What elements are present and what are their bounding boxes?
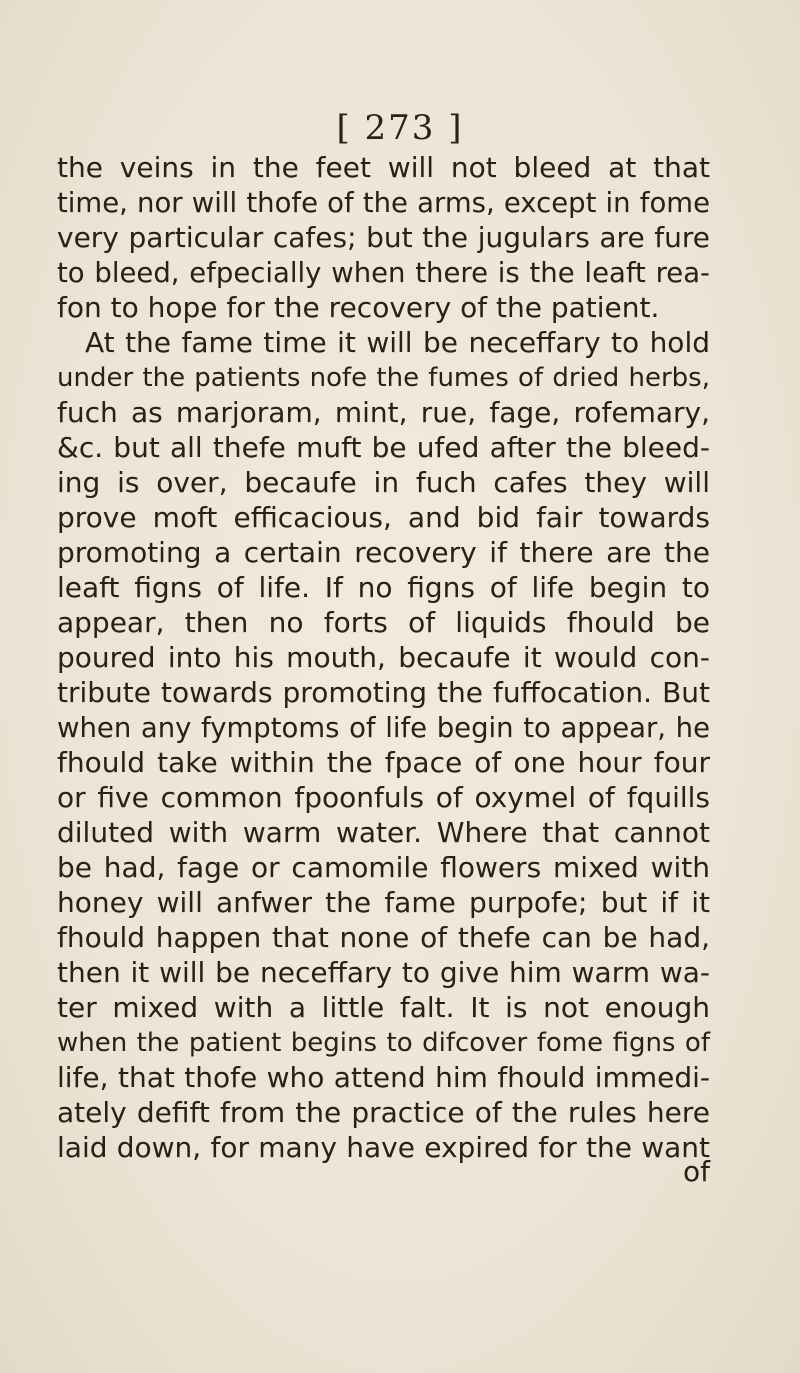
- text-line: under the patients nofe the fumes of dried herbs,: [57, 363, 710, 393]
- text-line: fhould take within the fpace of one hour four: [57, 746, 710, 779]
- text-line: or five common fpoonfuls of oxymel of fquills: [57, 781, 710, 814]
- text-line: when the patient begins to difcover fome figns of: [57, 1028, 710, 1058]
- text-line: ter mixed with a little falt. It is not enough: [57, 991, 710, 1024]
- text-line: leaft figns of life. If no figns of life begin to: [57, 571, 710, 604]
- text-line: tribute towards promoting the fuffocation. But: [57, 676, 710, 709]
- text-line: ing is over, becaufe in fuch cafes they will: [57, 466, 710, 499]
- text-line: At the fame time it will be neceffary to hold: [85, 326, 710, 359]
- text-line: to bleed, efpecially when there is the leaft rea-: [57, 257, 710, 289]
- page-number: [ 273 ]: [336, 108, 464, 148]
- text-line: fon to hope for the recovery of the patient.: [57, 291, 660, 324]
- text-line: when any fymptoms of life begin to appear, he: [57, 712, 710, 744]
- text-line: time, nor will thofe of the arms, except in fome: [57, 187, 710, 219]
- text-line: fuch as marjoram, mint, rue, fage, rofemary,: [57, 396, 710, 429]
- text-line: poured into his mouth, becaufe it would con-: [57, 641, 710, 674]
- text-line: life, that thofe who attend him fhould immedi-: [57, 1061, 710, 1094]
- text-line: ately defift from the practice of the rules here: [57, 1096, 710, 1129]
- text-line: honey will anfwer the fame purpofe; but if it: [57, 886, 710, 919]
- text-line: be had, fage or camomile flowers mixed with: [57, 851, 710, 884]
- text-line: appear, then no forts of liquids fhould be: [57, 606, 710, 639]
- text-line: the veins in the feet will not bleed at that: [57, 151, 710, 184]
- catchword: of: [683, 1155, 710, 1188]
- text-line: very particular cafes; but the jugulars are fure: [57, 221, 710, 254]
- text-line: &c. but all thefe muft be ufed after the bleed-: [57, 431, 710, 464]
- text-line: promoting a certain recovery if there are the: [57, 536, 710, 569]
- text-line: prove moft efficacious, and bid fair towards: [57, 501, 710, 534]
- text-line: laid down, for many have expired for the want: [57, 1131, 710, 1164]
- text-line: then it will be neceffary to give him warm wa-: [57, 956, 710, 989]
- text-line: fhould happen that none of thefe can be had,: [57, 921, 710, 954]
- text-line: diluted with warm water. Where that cannot: [57, 816, 710, 849]
